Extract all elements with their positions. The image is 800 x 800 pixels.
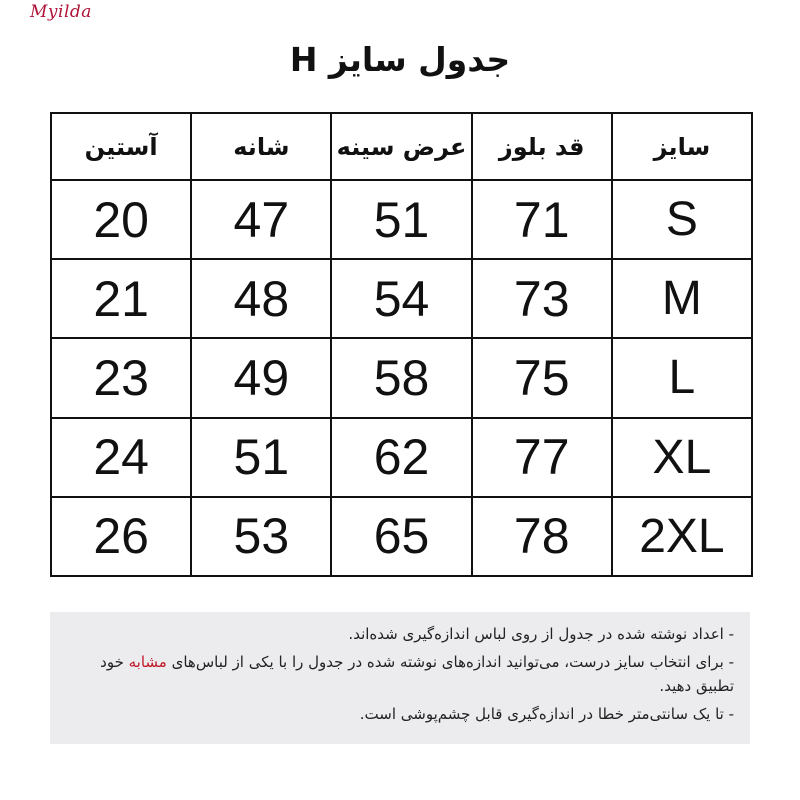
- brand-logo: Myilda: [30, 2, 92, 22]
- shoulder-cell: 51: [191, 418, 331, 497]
- table-row: [51, 497, 752, 576]
- shoulder-cell: 53: [191, 497, 331, 576]
- sleeve-cell: 21: [51, 259, 191, 338]
- chest-cell: 62: [331, 418, 471, 497]
- size-table: [50, 112, 753, 577]
- size-cell: S: [612, 180, 752, 259]
- shoulder-cell: 47: [191, 180, 331, 259]
- length-cell: 78: [472, 497, 612, 576]
- length-cell: 71: [472, 180, 612, 259]
- header-size: سایز: [612, 113, 752, 180]
- note-item: - اعداد نوشته شده در جدول از روی لباس اندازه‌گیری شده‌اند.: [348, 625, 734, 643]
- sleeve-cell: 26: [51, 497, 191, 576]
- chest-cell: 54: [331, 259, 471, 338]
- sleeve-cell: 20: [51, 180, 191, 259]
- shoulder-cell: 48: [191, 259, 331, 338]
- sleeve-cell: 24: [51, 418, 191, 497]
- size-cell: L: [612, 338, 752, 417]
- note-item: [64, 650, 734, 698]
- header-length: قد بلوز: [472, 113, 612, 180]
- chest-cell: 65: [331, 497, 471, 576]
- header-chest-width: عرض سینه: [331, 113, 471, 180]
- shoulder-cell: 49: [191, 338, 331, 417]
- table-row: [51, 259, 752, 338]
- note-item: - تا یک سانتی‌متر خطا در اندازه‌گیری قابل چشم‌پوشی است.: [359, 705, 734, 723]
- length-cell: 77: [472, 418, 612, 497]
- note-text: - برای انتخاب سایز درست، می‌توانید اندازه‌های نوشته شده در جدول را با یکی از لباس‌های: [166, 653, 734, 671]
- length-cell: 73: [472, 259, 612, 338]
- chest-cell: 58: [331, 338, 471, 417]
- page-title: جدول سایز H: [289, 40, 511, 79]
- table-row: [51, 338, 752, 417]
- chest-cell: 51: [331, 180, 471, 259]
- table-row: [51, 418, 752, 497]
- header-sleeve: آستین: [51, 113, 191, 180]
- table-header-row: [51, 113, 752, 180]
- sleeve-cell: 23: [51, 338, 191, 417]
- header-shoulder: شانه: [191, 113, 331, 180]
- length-cell: 75: [472, 338, 612, 417]
- note-text: خود تطبیق دهید.: [100, 653, 734, 695]
- notes-box: [50, 612, 750, 744]
- size-cell: 2XL: [612, 497, 752, 576]
- table-row: [51, 180, 752, 259]
- note-highlight: مشابه: [128, 653, 167, 671]
- size-cell: XL: [612, 418, 752, 497]
- size-cell: M: [612, 259, 752, 338]
